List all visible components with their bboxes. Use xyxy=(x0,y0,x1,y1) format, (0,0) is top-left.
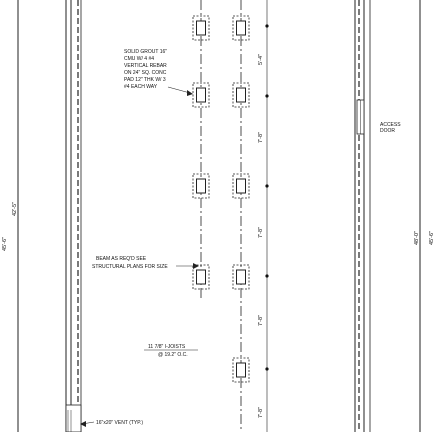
dimension-right-outer: 48'-0" xyxy=(414,230,420,245)
joist-note-line: @ 19.2" O.C. xyxy=(158,352,188,358)
pier-note-line: VERTICAL REBAR xyxy=(124,63,167,69)
pier-note-line: PAD 12" THK W/ 3 xyxy=(124,77,166,83)
right-wall xyxy=(355,0,420,432)
dimension-spacing: 5'-4" xyxy=(258,54,264,65)
vent-label: 16"x20" VENT (TYP.) xyxy=(96,420,143,426)
vent-leader xyxy=(80,421,94,427)
dimension-spacing: 7'-8" xyxy=(258,315,264,326)
pier xyxy=(193,265,209,289)
beam-note-line: BEAM AS REQ'D SEE xyxy=(96,256,147,262)
access-door-label-line: ACCESS xyxy=(380,122,401,128)
dimension-spacing: 7'-8" xyxy=(258,132,264,143)
beam-note-leader xyxy=(176,263,199,269)
pier-note xyxy=(124,49,167,90)
dimension-spacing: 7'-8" xyxy=(258,227,264,238)
dimension-spacing: 7'-8" xyxy=(258,407,264,418)
dimension-left-edge: 45'-6" xyxy=(2,236,8,251)
joist-callout xyxy=(144,344,198,358)
vent xyxy=(66,405,81,432)
pier-note-line: #4 EACH WAY xyxy=(124,84,158,90)
dimension-right-edge: 45'-6" xyxy=(429,230,435,245)
left-wall xyxy=(18,0,81,432)
pier xyxy=(233,265,249,289)
pier-note-leader xyxy=(168,87,193,96)
joist-note-line: 11 7/8" I-JOISTS xyxy=(148,344,186,350)
dimension-left-outer: 42'-5" xyxy=(12,201,18,216)
access-door-label xyxy=(380,122,401,134)
pier-note-line: SOLID GROUT 16" xyxy=(124,49,168,55)
access-door xyxy=(357,100,364,134)
pier-note-line: CMU W/ 4 #4 xyxy=(124,56,155,62)
beam-note xyxy=(92,256,168,270)
beam-note-line: STRUCTURAL PLANS FOR SIZE xyxy=(92,264,168,270)
access-door-label-line: DOOR xyxy=(380,128,395,134)
pier-note-line: ON 24" SQ. CONC xyxy=(124,70,167,76)
